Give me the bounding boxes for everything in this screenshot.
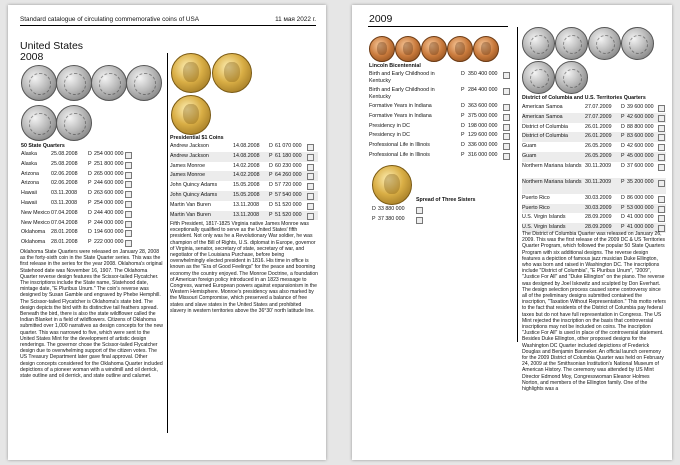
table-row <box>21 238 164 248</box>
mint-mark: P <box>621 224 625 231</box>
owned-checkbox[interactable] <box>503 104 510 111</box>
release-date: 25.08.2008 <box>51 160 78 167</box>
coin-name: District of Columbia <box>522 123 568 130</box>
owned-checkbox[interactable] <box>658 154 665 161</box>
owned-checkbox[interactable] <box>125 201 132 208</box>
mintage: 254 000 000 <box>94 199 124 206</box>
table-row <box>522 103 666 113</box>
mintage: 41 000 000 <box>627 214 654 221</box>
mint-mark: P <box>269 211 273 218</box>
table-row <box>170 152 318 162</box>
coin-name: Alaska <box>21 151 37 157</box>
release-date: 30.03.2009 <box>585 204 612 211</box>
year-heading-2009: 2009 <box>369 13 393 25</box>
owned-checkbox[interactable] <box>503 72 510 79</box>
mint-mark: P <box>269 172 273 179</box>
coin-name: Oklahoma <box>21 229 46 236</box>
mint-mark: D <box>88 170 92 177</box>
mintage: 35 200 000 <box>627 178 654 185</box>
owned-checkbox[interactable] <box>503 88 510 95</box>
owned-checkbox[interactable] <box>125 172 132 179</box>
quarter-coin-image <box>56 65 92 101</box>
table-row <box>170 211 318 221</box>
coin-name: Guam <box>522 143 537 150</box>
release-date: 26.01.2009 <box>585 133 612 140</box>
mintage: 61 070 000 <box>275 143 302 149</box>
mintage: 64 260 000 <box>275 172 302 179</box>
release-date: 03.11.2008 <box>51 190 78 197</box>
owned-checkbox[interactable] <box>307 183 314 190</box>
mintage: 53 000 000 <box>627 204 654 211</box>
coin-name: Presidency in DC <box>369 132 410 139</box>
owned-checkbox[interactable] <box>307 213 314 220</box>
table-row <box>369 86 511 102</box>
release-date: 15.05.2008 <box>233 191 260 198</box>
mintage: 263 600 000 <box>94 190 124 197</box>
release-date: 30.11.2009 <box>585 162 612 169</box>
mint-mark: D <box>372 206 376 212</box>
mint-mark: P <box>621 178 625 185</box>
release-date: 28.01.2008 <box>51 229 78 236</box>
table-row <box>21 219 164 229</box>
table-row <box>522 178 666 194</box>
table-row <box>21 209 164 219</box>
dc-territories-table <box>522 103 666 233</box>
quarter-coin-image <box>91 65 127 101</box>
owned-checkbox[interactable] <box>125 181 132 188</box>
owned-checkbox[interactable] <box>307 144 314 151</box>
owned-checkbox[interactable] <box>503 153 510 160</box>
release-date: 02.06.2008 <box>51 180 78 187</box>
three-sisters-coin-image <box>372 165 412 205</box>
owned-checkbox[interactable] <box>658 115 665 122</box>
mintage: 316 000 000 <box>468 151 498 158</box>
state-quarters-description: Oklahoma State Quarters were released on January 28, 2008 as the forty-sixth coin in the State Quarter series. This was the first release in the series for the year 2008. Oklahoma's original Statehood date was November 16, 1907. The Oklahoma Quarter reverse design features the Scissor-tailed Flycatcher. The inscriptions include the State name, Statehood date, mintage date, "E Pluribus Unum." The coin's reverse was designed by Susan Gamble and engraved by Phebe Hemphill. The Scissor-tailed Flycatcher is Oklahoma's state bird. The design depicts the bird with its distinctive tail feathers spread. Beneath the bird, there is also the state wildflower called the Indian Blanket in a field of wildflowers. Citizens of Oklahoma submitted over 1,000 narratives as design concepts for the new quarter. This was narrowed to five, which were sent to the United States Mint for the development of artistic design renderings. The governor chose the Scissor-tailed Flycatcher design due to overwhelming support of the citizen votes. The US Treasury Department later gave final approval. Other design concepts considered for the Oklahoma Quarter included depictions of a pioneer woman with a windmill and oil derrick, state outline and oil derrick, and state outline and calumet. <box>20 249 163 380</box>
coin-name: District of Columbia <box>522 133 568 140</box>
mint-mark: P <box>621 152 625 159</box>
mintage: 363 600 000 <box>468 103 498 109</box>
mint-mark: D <box>621 214 625 221</box>
territory-coin-image <box>555 61 588 94</box>
table-row <box>170 181 318 191</box>
table-row <box>369 122 511 132</box>
owned-checkbox[interactable] <box>503 133 510 140</box>
mintage: 86 000 000 <box>627 194 654 201</box>
coin-name: Arizona <box>21 170 39 177</box>
mint-mark: P <box>88 239 92 246</box>
coin-name: U.S. Virgin Islands <box>522 214 566 221</box>
coin-name: Puerto Rico <box>522 194 550 201</box>
coin-name: Northern Mariana Islands <box>522 178 582 185</box>
mint-mark: D <box>621 162 625 169</box>
coin-name: James Monroe <box>170 162 206 169</box>
dc-territories-description: The District of Columbia Quarter was released on January 26, 2009. This was the first release of the 2009 DC & US Territories Quarter Program, which followed the popular 50 State Quarters Program with six additional designs. The reverse design features a depiction of famous jazz musician Duke Ellington, who was born and raised in Washington DC. The inscriptions include "District of Columbia", "E Pluribus Unum", "2009", "Justice For All" and "Duke Ellington" on the piano. The reverse was designed by Joel Iskowitz and sculpted by Don Everhart. The design selection process caused some controversy since all of the preliminary designs submitted contained the inscription, "Taxation Without Representation." This motto refers to the fact that residents of the District of Columbia pay federal taxes but do not have full representation in Congress. The US Mint rejected the inscription on the basis that controversial inscriptions may not be included on coins. The inscription "Justice For All" is used in place of the controversial statement. Besides Duke Ellington, other proposed designs for the Washington DC Quarter included depictions of Frederick Douglas and Benjamin Banneker. An official launch ceremony for the 2009 District of Columbia Quarter was held on February 24, 2009 at the Smithsonian Institution's National Museum of American History. The ceremony was attended by US Mint Director Edmond Moy, Congresswoman Eleanor Holmes Norton, and members of the Ellington family. One of the highlights was a <box>522 231 666 393</box>
catalogue-page-left <box>8 5 326 460</box>
state-quarters-table <box>21 150 164 248</box>
release-date: 26.01.2009 <box>585 123 612 130</box>
lincoln-title: Lincoln Bicentennial <box>369 63 421 69</box>
mintage: 350 400 000 <box>468 71 498 77</box>
year-heading: 2008 <box>20 51 44 63</box>
mintage: 375 000 000 <box>468 112 498 119</box>
mintage: 57 540 000 <box>275 191 302 198</box>
mintage: 194 600 000 <box>94 229 124 236</box>
table-row <box>21 199 164 209</box>
mintage: 244 000 000 <box>94 219 124 226</box>
table-row <box>522 194 666 204</box>
mintage: 42 600 000 <box>627 113 654 120</box>
coin-name: Formative Years in Indiana <box>369 112 432 119</box>
owned-checkbox[interactable] <box>503 143 510 150</box>
coin-name: Puerto Rico <box>522 204 550 211</box>
mint-mark: P <box>621 113 625 120</box>
table-row <box>372 215 422 225</box>
table-row <box>170 171 318 181</box>
mint-mark: D <box>269 201 273 208</box>
three-sisters-title: Spread of Three Sisters <box>416 197 476 203</box>
lincoln-cent-image <box>421 36 447 62</box>
mint-mark: P <box>269 152 273 159</box>
table-row <box>170 142 318 152</box>
territory-coin-image <box>588 27 621 60</box>
mint-mark: P <box>88 219 92 226</box>
coin-name: Professional Life in Illinois <box>369 142 430 149</box>
release-date: 25.08.2008 <box>51 151 78 157</box>
presidential-coin-image <box>171 95 211 135</box>
mint-mark: P <box>461 132 465 139</box>
release-date: 14.08.2008 <box>233 143 260 149</box>
coin-name: Arizona <box>21 180 39 187</box>
lincoln-cent-image <box>473 36 499 62</box>
quarter-coin-image <box>126 65 162 101</box>
table-row <box>372 205 422 215</box>
release-date: 07.04.2008 <box>51 209 78 216</box>
release-date: 02.06.2008 <box>51 170 78 177</box>
owned-checkbox[interactable] <box>503 124 510 131</box>
owned-checkbox[interactable] <box>125 230 132 237</box>
territory-coin-image <box>621 27 654 60</box>
mint-mark: P <box>461 112 465 119</box>
territory-coin-image <box>522 61 555 94</box>
mintage: 284 400 000 <box>468 87 498 93</box>
mintage: 51 520 000 <box>275 201 302 208</box>
mint-mark: D <box>269 182 273 189</box>
mintage: 57 720 000 <box>275 182 302 189</box>
lincoln-cent-image <box>447 36 473 62</box>
table-row <box>522 152 666 162</box>
presidential-table <box>170 142 318 220</box>
owned-checkbox[interactable] <box>416 217 423 224</box>
mint-mark: D <box>461 71 465 77</box>
coin-name: U.S. Virgin Islands <box>522 224 566 231</box>
mintage: 41 000 000 <box>627 224 654 231</box>
owned-checkbox[interactable] <box>503 114 510 121</box>
table-row <box>522 162 666 178</box>
mintage: 198 000 000 <box>468 122 498 129</box>
owned-checkbox[interactable] <box>416 207 423 214</box>
mint-mark: D <box>269 143 273 149</box>
coin-name: Hawaii <box>21 199 37 206</box>
owned-checkbox[interactable] <box>125 152 132 159</box>
column-divider <box>167 53 168 433</box>
owned-checkbox[interactable] <box>658 105 665 112</box>
mintage: 222 000 000 <box>94 239 124 246</box>
mintage: 37 600 000 <box>627 162 654 169</box>
owned-checkbox[interactable] <box>658 196 665 203</box>
owned-checkbox[interactable] <box>658 180 665 187</box>
table-row <box>369 131 511 141</box>
three-sisters-table <box>372 205 422 225</box>
table-row <box>369 151 511 161</box>
mint-mark: D <box>621 194 625 201</box>
coin-name: Martin Van Buren <box>170 211 211 218</box>
coin-name: Andrew Jackson <box>170 143 209 149</box>
coin-name: New Mexico <box>21 219 50 226</box>
owned-checkbox[interactable] <box>658 134 665 141</box>
lincoln-cent-image <box>395 36 421 62</box>
coin-name: Presidency in DC <box>369 122 410 129</box>
year-underline <box>368 26 508 27</box>
territory-coin-image <box>522 27 555 60</box>
mintage: 88 800 000 <box>627 123 654 130</box>
release-date: 28.01.2008 <box>51 239 78 246</box>
dc-territories-title: District of Columbia and U.S. Territories Quarters <box>522 95 646 101</box>
table-row <box>522 132 666 142</box>
release-date: 13.11.2008 <box>233 211 260 218</box>
coin-name: Andrew Jackson <box>170 152 209 159</box>
presidential-coin-image <box>212 53 252 93</box>
release-date: 13.11.2008 <box>233 201 260 208</box>
lincoln-cent-image <box>369 36 395 62</box>
release-date: 26.05.2009 <box>585 152 612 159</box>
release-date: 27.07.2009 <box>585 104 612 110</box>
release-date: 30.03.2009 <box>585 194 612 201</box>
presidential-title: Presidential $1 Coins <box>170 135 224 141</box>
table-row <box>21 170 164 180</box>
mint-mark: P <box>372 215 376 222</box>
mint-mark: P <box>88 199 92 206</box>
coin-name: Guam <box>522 152 537 159</box>
mint-mark: D <box>621 143 625 150</box>
table-row <box>522 123 666 133</box>
mint-mark: P <box>621 204 625 211</box>
owned-checkbox[interactable] <box>658 144 665 151</box>
mintage: 251 800 000 <box>94 160 124 167</box>
mintage: 129 600 000 <box>468 132 498 139</box>
mintage: 39 600 000 <box>627 104 654 110</box>
coin-name: Northern Mariana Islands <box>522 162 582 169</box>
country-heading: United States <box>20 40 84 52</box>
mintage: 83 600 000 <box>627 133 654 140</box>
mint-mark: D <box>88 209 92 216</box>
release-date: 14.02.2008 <box>233 172 260 179</box>
coin-name: John Quincy Adams <box>170 191 218 198</box>
quarter-coin-image <box>21 65 57 101</box>
mint-mark: D <box>88 190 92 197</box>
page-header <box>20 16 316 26</box>
owned-checkbox[interactable] <box>658 164 665 171</box>
owned-checkbox[interactable] <box>658 125 665 132</box>
owned-checkbox[interactable] <box>125 240 132 247</box>
presidential-description: Fifth President, 1817-1825 Virginia native James Monroe was exceptionally qualified to serve as the United States' fifth president. Not only was he a Revolutionary War soldier, he was champion of the Bill of Rights, U.S. diplomat in Europe, governor of Virginia, senator, secretary of state, secretary of war, and negotiator of the Louisiana Purchase, before being overwhelmingly elected president in 1816. His time in office is known as the "Era of Good Feelings" for the peace and booming economy the country enjoyed. The Monroe Doctrine, a foundation of American foreign policy introduced in an 1823 message to Congress, warned European powers against expansionism in the Western Hemisphere. Monroe's presidency was also marked by the Missouri Compromise, which preserved a balance of free states and slave states in the United States and prohibited slavery in western territories above the 36°30' north latitude line. <box>170 221 318 314</box>
owned-checkbox[interactable] <box>307 203 314 210</box>
header-date: 11 мая 2022 г. <box>275 16 316 23</box>
presidential-coin-image <box>171 53 211 93</box>
mint-mark: D <box>461 142 465 149</box>
release-date: 03.11.2008 <box>51 199 78 206</box>
mintage: 244 400 000 <box>94 209 124 216</box>
owned-checkbox[interactable] <box>658 215 665 222</box>
catalogue-page-right <box>352 5 672 460</box>
territory-coin-image <box>555 27 588 60</box>
table-row <box>21 179 164 189</box>
mintage: 244 600 000 <box>94 180 124 187</box>
mint-mark: P <box>269 191 273 198</box>
table-row <box>21 189 164 199</box>
release-date: 14.08.2008 <box>233 152 260 159</box>
release-date: 07.04.2008 <box>51 219 78 226</box>
owned-checkbox[interactable] <box>307 164 314 171</box>
quarter-coin-image <box>21 105 57 141</box>
mint-mark: D <box>621 123 625 130</box>
mintage: 33 880 000 <box>378 206 405 212</box>
table-row <box>522 113 666 123</box>
quarter-coin-image <box>56 105 92 141</box>
table-row <box>21 228 164 238</box>
release-date: 14.02.2008 <box>233 162 260 169</box>
mintage: 37 380 000 <box>378 215 405 222</box>
owned-checkbox[interactable] <box>125 162 132 169</box>
mint-mark: D <box>461 122 465 129</box>
mint-mark: P <box>88 160 92 167</box>
coin-name: John Quincy Adams <box>170 182 218 189</box>
table-row <box>170 201 318 211</box>
mintage: 265 000 000 <box>94 170 124 177</box>
mintage: 51 520 000 <box>275 211 302 218</box>
coin-name: Professional Life in Illinois <box>369 151 430 158</box>
coin-name: Formative Years in Indiana <box>369 103 432 109</box>
mint-mark: D <box>269 162 273 169</box>
table-row <box>21 160 164 170</box>
owned-checkbox[interactable] <box>125 221 132 228</box>
table-row <box>369 112 511 122</box>
release-date: 27.07.2009 <box>585 113 612 120</box>
coin-name: Oklahoma <box>21 239 46 246</box>
mint-mark: D <box>621 104 625 110</box>
owned-checkbox[interactable] <box>307 154 314 161</box>
coin-name: Alaska <box>21 160 37 167</box>
table-row <box>170 162 318 172</box>
coin-name: New Mexico <box>21 209 50 216</box>
coin-name: American Samoa <box>522 104 563 110</box>
table-row <box>170 191 318 201</box>
mint-mark: P <box>461 87 465 93</box>
table-row <box>522 213 666 223</box>
mint-mark: D <box>88 229 92 236</box>
mint-mark: P <box>88 180 92 187</box>
mint-mark: P <box>461 151 465 158</box>
table-row <box>522 204 666 214</box>
release-date: 30.11.2009 <box>585 178 612 185</box>
release-date: 15.05.2008 <box>233 182 260 189</box>
table-row <box>369 70 511 86</box>
mintage: 336 000 000 <box>468 142 498 149</box>
table-row <box>21 150 164 160</box>
mintage: 45 000 000 <box>627 152 654 159</box>
coin-name: Birth and Early Childhood in Kentucky <box>369 87 435 100</box>
table-row <box>369 102 511 112</box>
mintage: 254 000 000 <box>94 151 124 157</box>
coin-name: Birth and Early Childhood in Kentucky <box>369 71 435 84</box>
lincoln-table <box>369 70 511 161</box>
coin-name: James Monroe <box>170 172 206 179</box>
coin-name: Hawaii <box>21 190 37 197</box>
mintage: 61 180 000 <box>275 152 302 159</box>
coin-name: Martin Van Buren <box>170 201 211 208</box>
owned-checkbox[interactable] <box>125 211 132 218</box>
column-divider <box>517 27 518 342</box>
state-quarters-title: 50 State Quarters <box>21 143 65 149</box>
mint-mark: P <box>621 133 625 140</box>
mint-mark: D <box>88 151 92 157</box>
owned-checkbox[interactable] <box>658 206 665 213</box>
release-date: 28.09.2009 <box>585 214 612 221</box>
release-date: 28.09.2009 <box>585 224 612 231</box>
release-date: 26.05.2009 <box>585 143 612 150</box>
mintage: 60 230 000 <box>275 162 302 169</box>
owned-checkbox[interactable] <box>307 173 314 180</box>
owned-checkbox[interactable] <box>125 191 132 198</box>
mintage: 42 600 000 <box>627 143 654 150</box>
table-row <box>369 141 511 151</box>
owned-checkbox[interactable] <box>307 193 314 200</box>
mint-mark: D <box>461 103 465 109</box>
coin-name: American Samoa <box>522 113 563 120</box>
table-row <box>522 142 666 152</box>
header-title: Standard catalogue of circulating commemorative coins of USA <box>20 16 200 23</box>
